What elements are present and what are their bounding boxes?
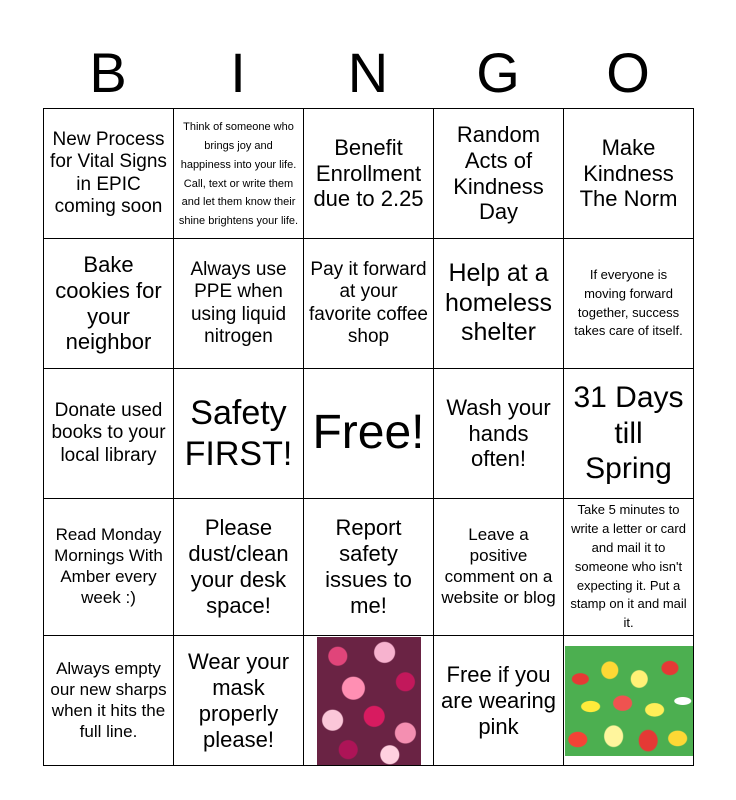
bingo-cell-text: Free! bbox=[312, 406, 425, 460]
bingo-cell[interactable] bbox=[174, 499, 304, 636]
bingo-cell[interactable] bbox=[44, 499, 174, 636]
bingo-cell[interactable] bbox=[564, 499, 694, 636]
header-letter-g: G bbox=[476, 41, 520, 104]
bingo-cell[interactable] bbox=[564, 109, 694, 239]
bingo-cell-text: Think of someone who brings joy and happiness into your life. Call, text or write them and let them know their shine brightens your life. bbox=[178, 120, 299, 228]
bingo-cell[interactable] bbox=[304, 239, 434, 369]
bingo-cell[interactable] bbox=[44, 369, 174, 499]
bingo-cell-text: Benefit Enrollment due to 2.25 bbox=[313, 134, 424, 212]
bingo-cell-tulips-photo[interactable] bbox=[564, 636, 694, 766]
bingo-cell[interactable] bbox=[564, 369, 694, 499]
header-letter-b: B bbox=[89, 41, 127, 104]
bingo-cell-text: Wash your hands often! bbox=[446, 394, 551, 472]
roses-photo bbox=[317, 637, 421, 765]
bingo-cell[interactable] bbox=[564, 239, 694, 369]
bingo-cell-text: Report safety issues to me! bbox=[325, 515, 412, 619]
bingo-cell[interactable] bbox=[304, 109, 434, 239]
bingo-cell-text: Wear your mask properly please! bbox=[187, 648, 290, 752]
header-letter-o: O bbox=[606, 41, 650, 104]
bingo-cell[interactable] bbox=[174, 109, 304, 239]
bingo-header bbox=[43, 40, 693, 106]
bingo-cell[interactable] bbox=[44, 636, 174, 766]
bingo-cell-text: Read Monday Mornings With Amber every week :) bbox=[54, 525, 163, 607]
bingo-cell-text: 31 Days till Spring bbox=[573, 381, 684, 486]
bingo-cell-text: Make Kindness The Norm bbox=[579, 134, 678, 212]
bingo-cell-text: Safety FIRST! bbox=[184, 394, 293, 473]
bingo-cell-text: Please dust/clean your desk space! bbox=[188, 515, 289, 619]
bingo-cell[interactable] bbox=[434, 239, 564, 369]
bingo-cell[interactable] bbox=[174, 239, 304, 369]
bingo-cell-text: New Process for Vital Signs in EPIC coming soon bbox=[50, 128, 167, 217]
header-letter-i: I bbox=[230, 41, 246, 104]
bingo-cell[interactable] bbox=[434, 369, 564, 499]
bingo-cell-text: Leave a positive comment on a website or blog bbox=[441, 525, 556, 607]
bingo-cell[interactable] bbox=[434, 109, 564, 239]
bingo-row bbox=[44, 499, 694, 636]
bingo-grid bbox=[43, 108, 694, 766]
bingo-cell[interactable] bbox=[44, 109, 174, 239]
bingo-cell-text: Free if you are wearing pink bbox=[441, 661, 556, 739]
bingo-cell[interactable] bbox=[304, 499, 434, 636]
bingo-cell[interactable] bbox=[174, 369, 304, 499]
header-letter-n: N bbox=[347, 41, 389, 104]
bingo-cell-text: Always empty our new sharps when it hits the full line. bbox=[50, 658, 167, 741]
bingo-cell[interactable] bbox=[434, 636, 564, 766]
bingo-row bbox=[44, 369, 694, 499]
bingo-cell-text: Random Acts of Kindness Day bbox=[453, 121, 544, 225]
bingo-cell-text: Donate used books to your local library bbox=[51, 399, 166, 466]
bingo-cell-text: Take 5 minutes to write a letter or card and mail it to someone who isn't expecting it. Put a stamp on it and mail it. bbox=[570, 502, 687, 631]
bingo-cell[interactable] bbox=[174, 636, 304, 766]
bingo-cell-roses-photo[interactable] bbox=[304, 636, 434, 766]
bingo-cell-text: Pay it forward at your favorite coffee shop bbox=[308, 258, 428, 347]
bingo-cell[interactable] bbox=[434, 499, 564, 636]
bingo-cell-text: Bake cookies for your neighbor bbox=[55, 251, 162, 355]
tulips-photo bbox=[565, 646, 693, 756]
bingo-cell[interactable] bbox=[304, 369, 434, 499]
bingo-row bbox=[44, 636, 694, 766]
bingo-row bbox=[44, 109, 694, 239]
bingo-cell-text: If everyone is moving forward together, success takes care of itself. bbox=[574, 266, 683, 339]
bingo-cell-text: Help at a homeless shelter bbox=[445, 259, 552, 347]
bingo-cell-text: Always use PPE when using liquid nitrogen bbox=[190, 258, 287, 347]
bingo-cell[interactable] bbox=[44, 239, 174, 369]
bingo-row bbox=[44, 239, 694, 369]
